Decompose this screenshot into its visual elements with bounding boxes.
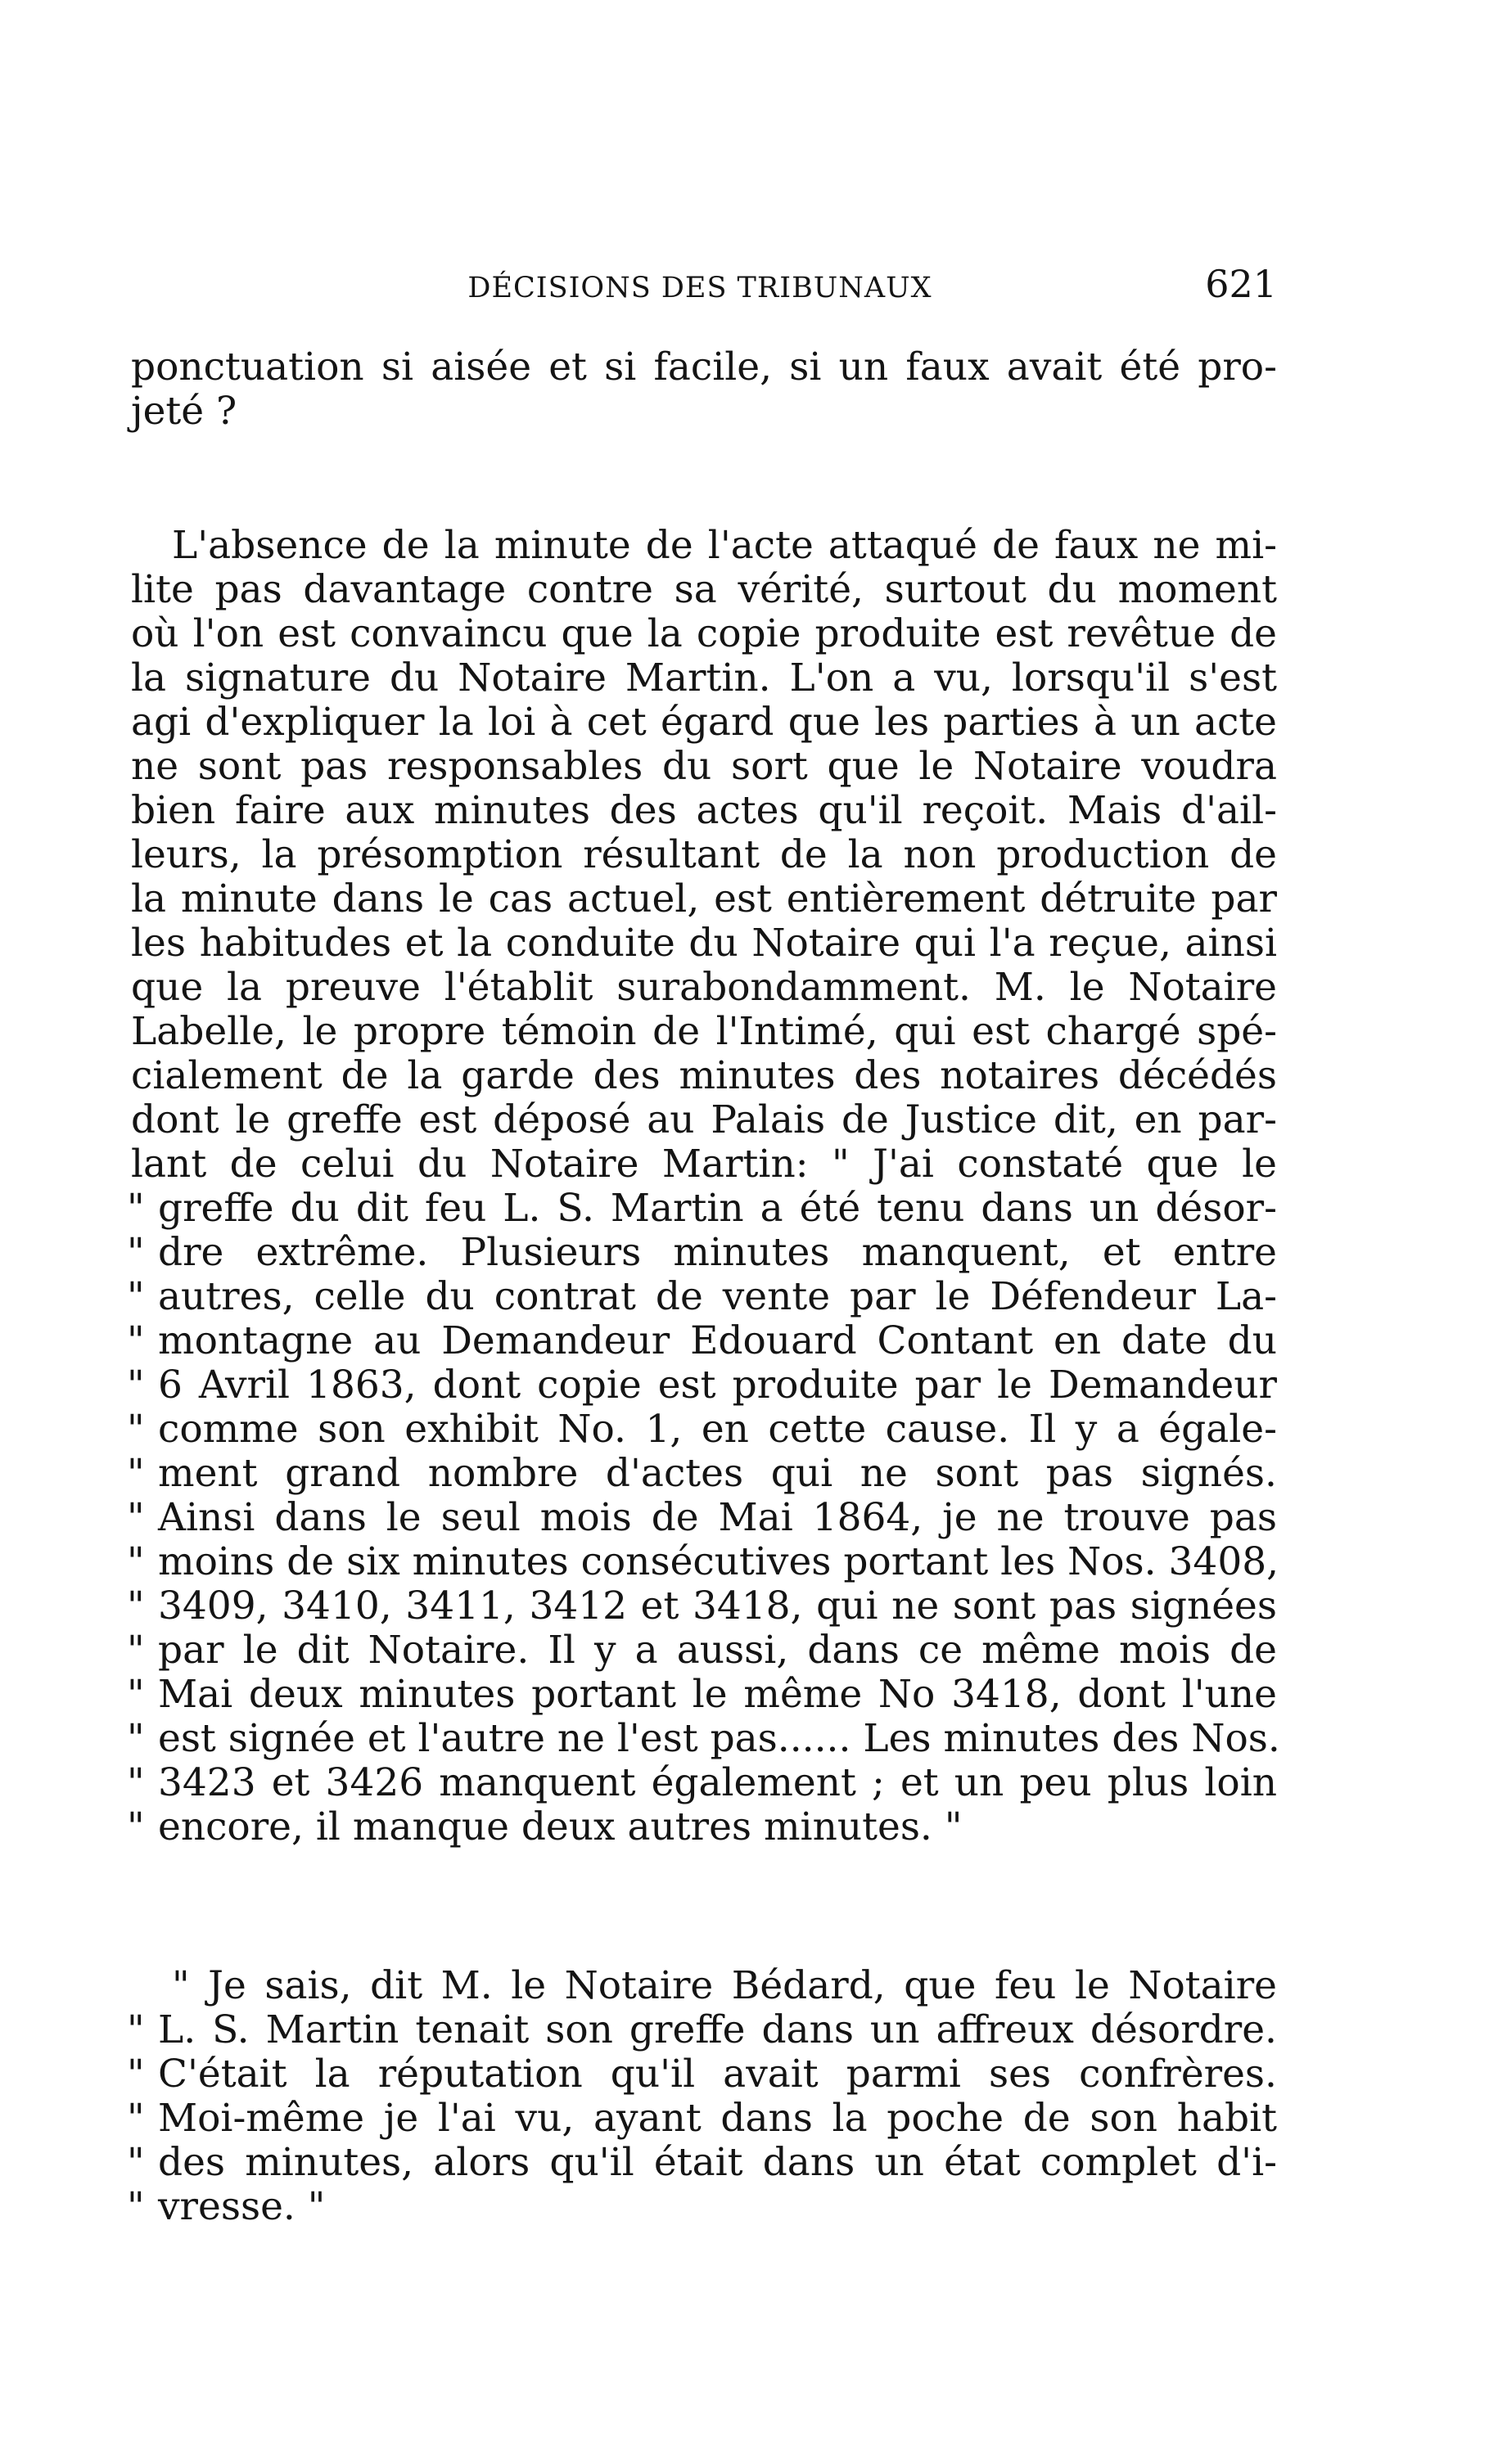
text-line: la minute dans le cas actuel, est entièrement détruite par: [131, 876, 1277, 921]
quote-mark: ": [127, 1451, 145, 1496]
running-title: DÉCISIONS DES TRIBUNAUX: [467, 272, 932, 304]
text-line: agi d'expliquer la loi à cet égard que les parties à un acte: [131, 700, 1277, 745]
quote-mark: ": [127, 1583, 145, 1628]
quoted-line: [127, 1187, 1277, 1231]
quoted-line: [127, 1805, 1277, 1849]
quoted-line-text: ment grand nombre d'actes qui ne sont pas signés.: [158, 1451, 1277, 1496]
quoted-line-text: greffe du dit feu L. S. Martin a été tenu dans un désor-: [158, 1186, 1277, 1231]
text-line: jeté ?: [131, 389, 237, 434]
quoted-line: [127, 1496, 1277, 1540]
quote-mark: ": [127, 1318, 145, 1363]
quote-mark: ": [127, 1628, 145, 1673]
page-number: 621: [1205, 262, 1277, 306]
text-line: lant de celui du Notaire Martin: " J'ai constaté que le: [131, 1142, 1277, 1187]
quoted-line-text: Ainsi dans le seul mois de Mai 1864, je ne trouve pas: [158, 1495, 1277, 1540]
quoted-line-text: vresse. ": [158, 2184, 326, 2229]
quoted-line-text: 3409, 3410, 3411, 3412 et 3418, qui ne sont pas signées: [158, 1583, 1277, 1628]
quoted-line-text: comme son exhibit No. 1, en cette cause. Il y a égale-: [158, 1407, 1277, 1452]
quoted-line-text: Moi-même je l'ai vu, ayant dans la poche de son habit: [158, 2096, 1277, 2141]
quote-mark: ": [127, 1804, 145, 1849]
quoted-line-text: encore, il manque deux autres minutes. ": [158, 1804, 963, 1849]
quoted-line: [127, 2141, 1277, 2185]
quoted-line: [127, 1540, 1277, 1584]
quoted-line-text: autres, celle du contrat de vente par le Défendeur La-: [158, 1274, 1277, 1319]
quoted-line: [127, 1275, 1277, 1319]
page-header: [123, 262, 1277, 319]
quote-mark: ": [127, 1407, 145, 1452]
quote-mark: ": [127, 1495, 145, 1540]
text-line: " Je sais, dit M. le Notaire Bédard, que feu le Notaire: [172, 1963, 1277, 2008]
text-line: les habitudes et la conduite du Notaire qui l'a reçue, ainsi: [131, 921, 1277, 966]
text-line: la signature du Notaire Martin. L'on a vu, lorsqu'il s'est: [131, 655, 1277, 700]
quoted-line: [127, 2052, 1277, 2097]
quote-mark: ": [127, 2052, 145, 2097]
quoted-line-text: des minutes, alors qu'il était dans un état complet d'i-: [158, 2140, 1277, 2185]
text-line: ponctuation si aisée et si facile, si un faux avait été pro-: [131, 345, 1277, 390]
quote-mark: ": [127, 1363, 145, 1408]
quoted-line-text: est signée et l'autre ne l'est pas...... Les minutes des Nos.: [158, 1716, 1280, 1761]
quote-mark: ": [127, 1716, 145, 1761]
quote-mark: ": [127, 1186, 145, 1231]
quoted-line: [127, 1716, 1280, 1761]
quote-mark: ": [127, 1230, 145, 1275]
quoted-line: [127, 2185, 1277, 2229]
text-line: leurs, la présomption résultant de la non production de: [131, 832, 1277, 877]
quoted-line-text: par le dit Notaire. Il y a aussi, dans ce même mois de: [158, 1628, 1277, 1673]
text-line: dont le greffe est déposé au Palais de Justice dit, en par-: [131, 1097, 1277, 1142]
quote-mark: ": [127, 1760, 145, 1805]
quoted-line: [127, 1319, 1277, 1363]
quoted-line-text: L. S. Martin tenait son greffe dans un affreux désordre.: [158, 2007, 1277, 2052]
quoted-line: [127, 1628, 1277, 1673]
quoted-line: [127, 1231, 1277, 1275]
text-line: que la preuve l'établit surabondamment. M. le Notaire: [131, 965, 1277, 1010]
text-line: Labelle, le propre témoin de l'Intimé, qui est chargé spé-: [131, 1009, 1277, 1054]
text-line: bien faire aux minutes des actes qu'il reçoit. Mais d'ail-: [131, 788, 1277, 833]
quote-mark: ": [127, 2140, 145, 2185]
text-line: L'absence de la minute de l'acte attaqué de faux ne mi-: [172, 523, 1277, 568]
quoted-line: [127, 1673, 1277, 1717]
quote-mark: ": [127, 1539, 145, 1584]
text-line: ne sont pas responsables du sort que le Notaire voudra: [131, 744, 1277, 789]
quoted-line-text: 6 Avril 1863, dont copie est produite par le Demandeur: [158, 1363, 1277, 1408]
quoted-line: [127, 2008, 1277, 2052]
quoted-line-text: 3423 et 3426 manquent également ; et un peu plus loin: [158, 1760, 1277, 1805]
quoted-line-text: Mai deux minutes portant le même No 3418, dont l'une: [158, 1672, 1277, 1717]
quoted-line: [127, 1408, 1277, 1452]
text-line: où l'on est convaincu que la copie produite est revêtue de: [131, 611, 1277, 656]
text-line: lite pas davantage contre sa vérité, surtout du moment: [131, 567, 1277, 612]
quote-mark: ": [127, 2096, 145, 2141]
quoted-line-text: dre extrême. Plusieurs minutes manquent, et entre: [158, 1230, 1277, 1275]
quote-mark: ": [127, 2184, 145, 2229]
quote-mark: ": [127, 2007, 145, 2052]
quoted-line: [127, 2097, 1277, 2141]
quoted-line-text: montagne au Demandeur Edouard Contant en date du: [158, 1318, 1277, 1363]
quoted-line: [127, 1761, 1277, 1805]
quoted-line: [127, 1363, 1277, 1408]
quoted-line-text: moins de six minutes consécutives portant les Nos. 3408,: [158, 1539, 1279, 1584]
quoted-line: [127, 1452, 1277, 1496]
quoted-line: [127, 1584, 1277, 1628]
quote-mark: ": [127, 1274, 145, 1319]
quote-mark: ": [127, 1672, 145, 1717]
quoted-line-text: C'était la réputation qu'il avait parmi ses confrères.: [158, 2052, 1277, 2097]
text-line: cialement de la garde des minutes des notaires décédés: [131, 1053, 1277, 1098]
